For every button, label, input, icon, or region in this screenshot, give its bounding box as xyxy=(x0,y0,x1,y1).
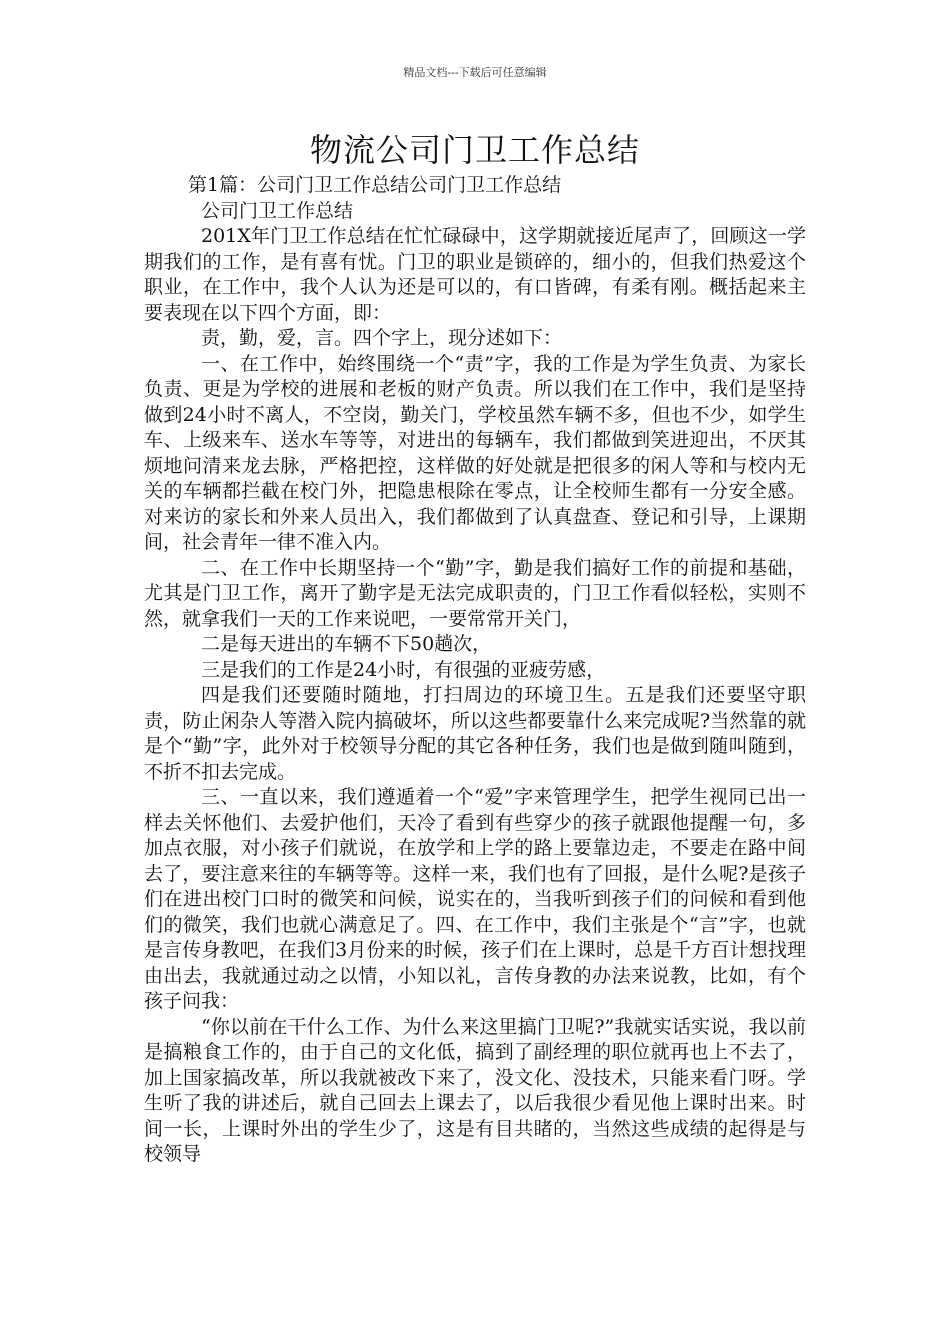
chapter-heading: 第1篇：公司门卫工作总结公司门卫工作总结 xyxy=(188,174,562,196)
paragraph: 责，勤，爱，言。四个字上，现分述如下： xyxy=(201,327,563,349)
paragraph: “你以前在干什么工作、为什么来这里搞门卫呢?”我就实话实说，我以前是搞粮食工作的，由于自己的文化低，搞到了副经理的职位就再也上不去了，加上国家搞改革，所以我就被改下来了，没文化、没技术，只能来看门呀。学生听了我的讲述后，就自己回去上课去了，以后我很少看见他上课时出来。时间一长，上课时外出的学生少了，这是有目共睹的，当然这些成绩的起得是与校领导 xyxy=(144,1015,806,1165)
paragraph: 一、在工作中，始终围绕一个“责”字，我的工作是为学生负责、为家长负责、更是为学校的进展和老板的财产负责。所以我们在工作中，我们是坚持做到24小时不离人，不空岗，勤关门，学校虽然车辆不多，但也不少，如学生车、上级来车、送水车等等，对进出的每辆车，我们都做到笑进迎出，不厌其烦地问清来龙去脉，严格把控，这样做的好处就是把很多的闲人等和与校内无关的车辆都拦截在校门外，把隐患根除在零点，让全校师生都有一分安全感。对来访的家长和外来人员出入，我们都做到了认真盘查、登记和引导，上课期间，社会青年一律不准入内。 xyxy=(144,352,806,553)
header-note: 精品文档---下载后可任意编辑 xyxy=(403,66,547,79)
paragraph: 二、在工作中长期坚持一个“勤”字，勤是我们搞好工作的前提和基础，尤其是门卫工作，离开了勤字是无法完成职责的，门卫工作看似轻松，实则不然，就拿我们一天的工作来说吧，一要常常开关门， xyxy=(144,556,806,630)
paragraph: 201X年门卫工作总结在忙忙碌碌中，这学期就接近尾声了，回顾这一学期我们的工作，是有喜有忧。门卫的职业是锁碎的，细小的，但我们热爱这个职业，在工作中，我个人认为还是可以的，有口皆碑，有柔有刚。概括起来主要表现在以下四个方面，即： xyxy=(144,225,806,324)
section-subtitle: 公司门卫工作总结 xyxy=(201,199,354,222)
paragraph: 二是每天进出的车辆不下50趟次， xyxy=(201,633,492,655)
paragraph: 四是我们还要随时随地，打扫周边的环境卫生。五是我们还要坚守职责，防止闲杂人等潜入院内搞破坏，所以这些都要靠什么来完成呢?当然靠的就是个“勤”字，此外对于校领导分配的其它各种任务，我们也是做到随叫随到，不折不扣去完成。 xyxy=(144,684,806,783)
document-title: 物流公司门卫工作总结 xyxy=(309,131,640,169)
document-body xyxy=(144,173,806,1168)
paragraph: 三是我们的工作是24小时，有很强的亚疲劳感， xyxy=(201,658,606,681)
paragraph: 三、一直以来，我们遵遁着一个“爱”字来管理学生，把学生视同已出一样去关怀他们、去爱护他们，天冷了看到有些穿少的孩子就跟他提醒一句，多加点衣服，对小孩子们就说，在放学和上学的路上要靠边走，不要走在路中间去了，要注意来往的车辆等等。这样一来，我们也有了回报，是什么呢?是孩子们在进出校门口时的微笑和问候，说实在的，当我听到孩子们的问候和看到他们的微笑，我们也就心满意足了。四、在工作中，我们主张是个“言”字，也就是言传身教吧，在我们3月份来的时候，孩子们在上课时，总是千方百计想找理由出去，我就通过动之以情，小知以礼，言传身教的办法来说教，比如，有个孩子问我： xyxy=(144,786,806,1012)
